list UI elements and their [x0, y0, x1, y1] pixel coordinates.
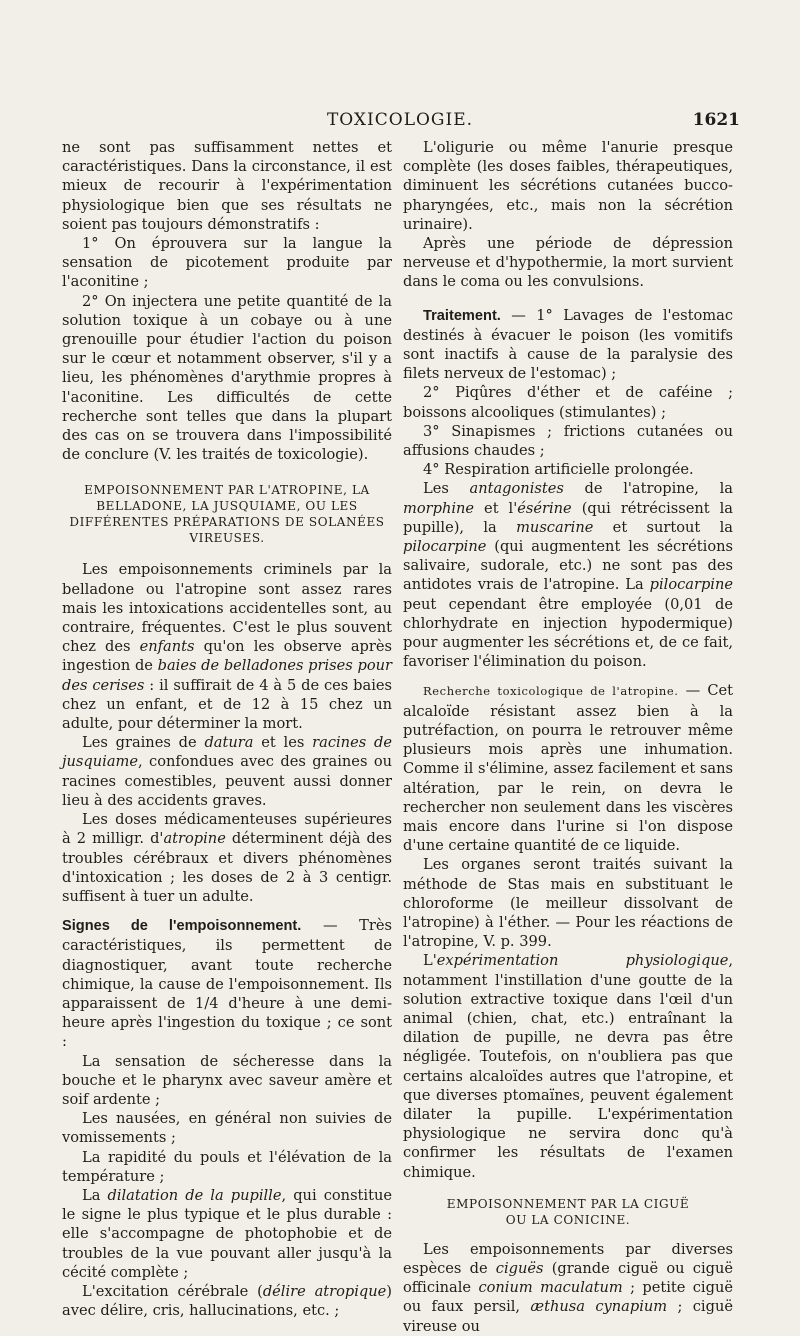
paragraph: L'expérimentation physiologique, notamment l'instillation d'une goutte de la solution extractive toxique dans l'œil d'un animal (chien, chat, etc.) entraînant la dilation de pupille, ne devra pas être négligée. Toutefois, on n'oubliera pas que certains alcaloïdes autres que l'atropine, et que diverses ptomaïnes, peuvent également dilater la pupille. L'expérimentation physiologique ne servira donc qu'à confirmer les résultats de l'examen chimique.	[403, 952, 733, 1181]
page-number: 1621	[692, 110, 740, 130]
list-item: 2° On injectera une petite quantité de la solution toxique à un cobaye ou à une grenouille pour étudier l'action du poison sur le cœur et notamment observer, s'il y a lieu, les phénomènes d'arythmie propres à l'aconitine. Les difficultés de cette recherche sont telles que dans la plupart des cas on se trouvera dans l'impossibilité de conclure (V. les traités de toxicologie).	[62, 292, 392, 464]
paragraph: ne sont pas suffisamment nettes et caractéristiques. Dans la circonstance, il est mieux de recourir à l'expérimentation physiologique bien que ses résultats ne soient pas toujours démonstratifs :	[62, 139, 392, 233]
paragraph-signes: Signes de l'empoisonnement. — Très caractéristiques, ils permettent de diagnostiquer, avant toute recherche chimique, la cause de l'empoisonnement. Ils apparaissent de 1/4 d'heure à une demi-heure après l'ingestion du toxique ; ce sont :	[62, 917, 392, 1051]
paragraph: Après une période de dépression nerveuse et d'hypothermie, la mort survient dans le coma ou les convulsions.	[403, 235, 733, 291]
running-title: TOXICOLOGIE.	[326, 110, 474, 130]
paragraph-recherche: Recherche toxicologique de l'atropine. — Cet alcaloïde résistant assez bien à la putréfaction, on pourra le retrouver même plusieurs mois après une inhumation. Comme il s'élimine, assez facilement et sans altération, par le rein, on devra le rechercher non seulement dans les viscères mais encore dans l'urine si l'on dispose d'une certaine quantité de ce liquide.	[403, 682, 733, 855]
right-column	[403, 138, 733, 1336]
paragraph: Les organes seront traités suivant la méthode de Stas mais en substituant le chloroforme (le meilleur dissolvant de l'atropine) à l'éther. — Pour les réactions de l'atropine, V. p. 399.	[403, 856, 733, 951]
section-heading-atropine: EMPOISONNEMENT PAR L'ATROPINE, LA BELLADONE, LA JUSQUIAME, OU LES DIFFÉRENTES PRÉPARATIONS DE SOLANÉES VIREUSES.	[69, 483, 385, 546]
list-item: 3° Sinapismes ; frictions cutanées ou affusions chaudes ;	[403, 422, 733, 460]
list-item: 2° Piqûres d'éther et de caféine ; boissons alcooliques (stimulantes) ;	[403, 384, 733, 421]
list-item: La sensation de sécheresse dans la bouche et le pharynx avec saveur amère et soif ardente ;	[62, 1052, 392, 1108]
list-item: L'excitation cérébrale (délire atropique) avec délire, cris, hallucinations, etc. ;	[62, 1282, 392, 1320]
list-item: La dilatation de la pupille, qui constitue le signe le plus typique et le plus durable : elle s'accompagne de photophobie et de troubles de la vue pouvant aller jusqu'à la cécité complète ;	[62, 1186, 392, 1281]
list-item: La rapidité du pouls et l'élévation de la température ;	[62, 1148, 392, 1185]
left-column	[62, 138, 392, 1320]
paragraph: Les doses médicamenteuses supérieures à 2 milligr. d'atropine déterminent déjà des troubles cérébraux et divers phénomènes d'intoxication ; les doses de 2 à 3 centigr. suffisent à tuer un adulte.	[62, 811, 392, 905]
running-head	[60, 110, 740, 134]
section-heading-cigue: EMPOISONNEMENT PAR LA CIGUË OU LA CONICINE.	[446, 1196, 690, 1227]
paragraph: Les antagonistes de l'atropine, la morphine et l'ésérine (qui rétrécissent la pupille), la muscarine et surtout la pilocarpine (qui augmentent les sécrétions salivaire, sudorale, etc.) ne sont pas des antidotes vrais de l'atropine. La pilocarpine peut cependant être employée (0,01 de chlorhydrate en injection hypodermique) pour augmenter les sécrétions et, de ce fait, favoriser l'élimination du poison.	[403, 480, 733, 671]
paragraph: Les graines de datura et les racines de jusquiame, confondues avec des graines ou racines comestibles, peuvent aussi donner lieu à des accidents graves.	[62, 734, 392, 809]
list-item: 4° Respiration artificielle prolongée.	[423, 461, 694, 479]
paragraph: Les empoisonnements par diverses espèces de ciguës (grande ciguë ou ciguë officinale conium maculatum ; petite ciguë ou faux persil, æthusa cynapium ; ciguë vireuse ou	[403, 1240, 733, 1335]
paragraph: Les empoisonnements criminels par la belladone ou l'atropine sont assez rares mais les intoxications accidentelles sont, au contraire, fréquentes. C'est le plus souvent chez des enfants qu'on les observe après ingestion de baies de belladones prises pour des cerises : il suffirait de 4 à 5 de ces baies chez un enfant, et de 12 à 15 chez un adulte, pour déterminer la mort.	[62, 561, 392, 733]
list-item: Les nausées, en général non suivies de vomissements ;	[62, 1110, 392, 1147]
list-item: 1° On éprouvera sur la langue la sensation de picotement produite par l'aconitine ;	[62, 235, 392, 291]
run-in-heading: Recherche toxicologique de l'atropine.	[423, 684, 679, 699]
paragraph-traitement: Traitement. — 1° Lavages de l'estomac destinés à évacuer le poison (les vomitifs sont inactifs à cause de la paralysie des filets nerveux de l'estomac) ;	[403, 306, 733, 383]
run-in-heading: Signes de l'empoisonnement.	[62, 918, 302, 935]
list-item: L'oligurie ou même l'anurie presque complète (les doses faibles, thérapeutiques, diminuent les sécrétions cutanées bucco-pharyngées, etc., mais non la sécrétion urinaire).	[403, 139, 733, 233]
run-in-heading: Traitement.	[423, 307, 501, 324]
